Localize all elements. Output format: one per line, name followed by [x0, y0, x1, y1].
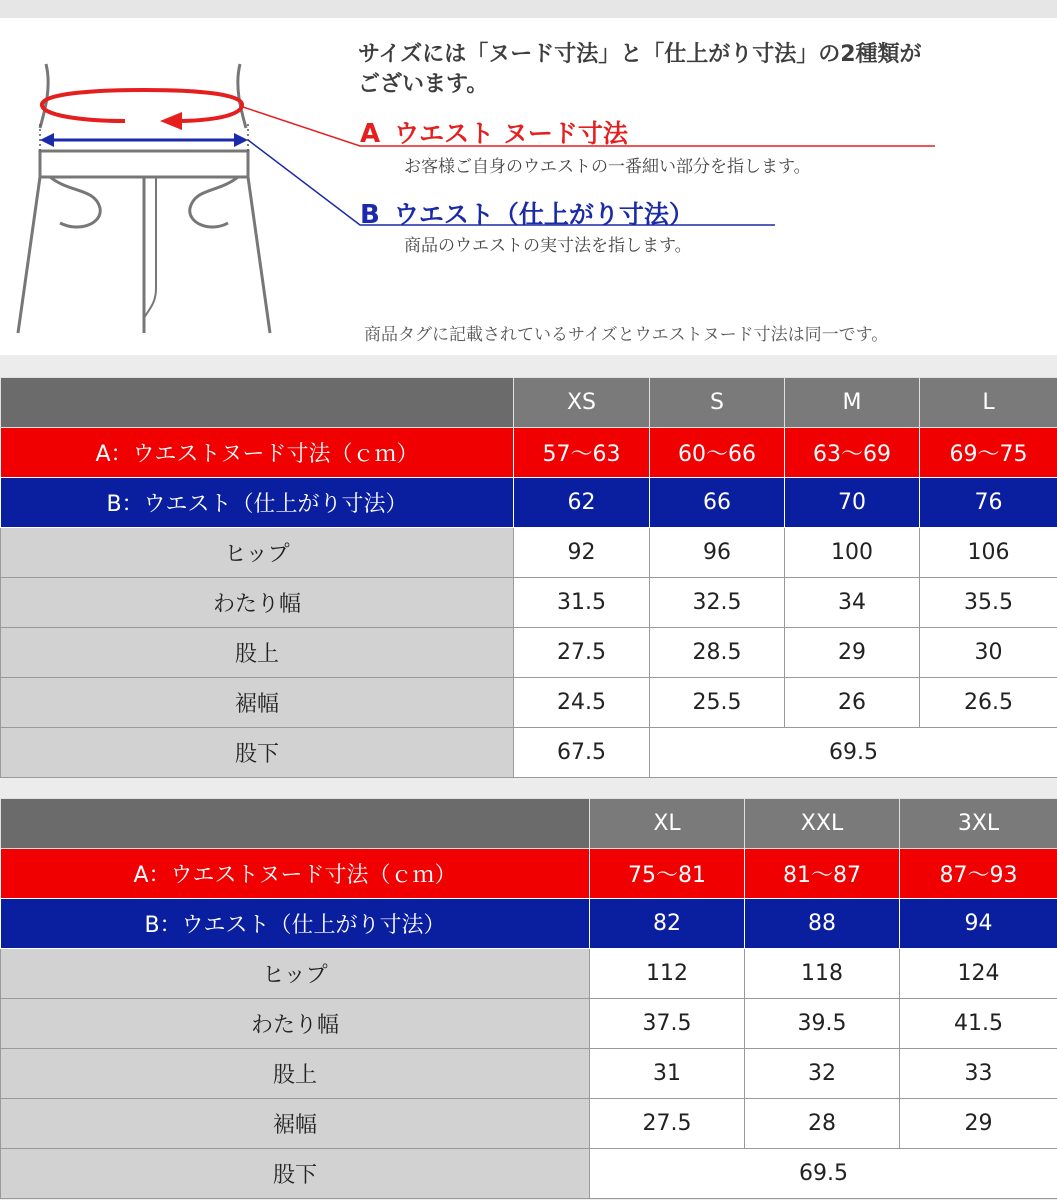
table-cell: 124	[900, 949, 1057, 999]
table-row	[1, 949, 1057, 999]
finished-waist-description: 商品のウエストの実寸法を指します。	[404, 236, 692, 256]
table-cell: 34	[785, 578, 920, 628]
table-cell: 27.5	[514, 628, 650, 678]
intro-line-2: ございます。	[358, 72, 489, 97]
top-strip	[0, 0, 1057, 18]
size-header-cell: XS	[514, 378, 650, 428]
table-cell: 24.5	[514, 678, 650, 728]
size-header-row	[1, 799, 1057, 849]
table-cell: 57〜63	[514, 428, 650, 478]
table-cell: 100	[785, 528, 920, 578]
finished-waist-title	[360, 195, 694, 231]
inseam-row	[1, 1149, 1057, 1199]
table-cell: 112	[590, 949, 745, 999]
table-cell: 67.5	[514, 728, 650, 778]
size-header-cell: 3XL	[900, 799, 1057, 849]
size-header-cell: M	[785, 378, 920, 428]
table-cell: 60〜66	[650, 428, 785, 478]
waist-arrow-icon	[42, 90, 242, 121]
label-a-text: ウエスト ヌード寸法	[394, 119, 628, 148]
row-label: 裾幅	[1, 1099, 590, 1149]
label-a-letter: A	[360, 119, 381, 149]
row-label: 股上	[1, 1049, 590, 1099]
table-cell: 76	[920, 478, 1057, 528]
inseam-row	[1, 728, 1057, 778]
table-cell: 31.5	[514, 578, 650, 628]
row-label: B：ウエスト（仕上がり寸法）	[1, 899, 590, 949]
table-cell: 118	[745, 949, 900, 999]
table-cell: 87〜93	[900, 849, 1057, 899]
table-cell: 41.5	[900, 999, 1057, 1049]
label-b-text: ウエスト（仕上がり寸法）	[393, 200, 694, 229]
table-cell: 63〜69	[785, 428, 920, 478]
table-cell: 26	[785, 678, 920, 728]
row-label: 股下	[1, 1149, 590, 1199]
table-cell: 32	[745, 1049, 900, 1099]
table-cell: 69〜75	[920, 428, 1057, 478]
nude-waist-description: お客様ご自身のウエストの一番細い部分を指します。	[404, 157, 811, 177]
size-diagram	[0, 18, 1057, 355]
table-row	[1, 1099, 1057, 1149]
header-corner	[1, 378, 514, 428]
table-cell: 28	[745, 1099, 900, 1149]
table-cell: 37.5	[590, 999, 745, 1049]
table-cell: 39.5	[745, 999, 900, 1049]
table-cell: 82	[590, 899, 745, 949]
table-cell: 106	[920, 528, 1057, 578]
size-header-cell: XXL	[745, 799, 900, 849]
intro-text	[358, 40, 1048, 100]
finished-waist-row	[1, 899, 1057, 949]
table-cell: 27.5	[590, 1099, 745, 1149]
size-header-row	[1, 378, 1057, 428]
nude-waist-title	[360, 114, 628, 150]
size-header-cell: S	[650, 378, 785, 428]
table-row	[1, 999, 1057, 1049]
size-table-small	[0, 377, 1057, 778]
table-cell: 69.5	[650, 728, 1057, 778]
row-label: B：ウエスト（仕上がり寸法）	[1, 478, 514, 528]
tag-note: 商品タグに記載されているサイズとウエストヌード寸法は同一です。	[364, 325, 889, 345]
row-label: ヒップ	[1, 528, 514, 578]
table-cell: 29	[785, 628, 920, 678]
finished-waist-row	[1, 478, 1057, 528]
row-label: A：ウエストヌード寸法（ｃｍ）	[1, 849, 590, 899]
table-row	[1, 678, 1057, 728]
table-cell: 35.5	[920, 578, 1057, 628]
table-cell: 66	[650, 478, 785, 528]
header-corner	[1, 799, 590, 849]
table-cell: 26.5	[920, 678, 1057, 728]
table-cell: 62	[514, 478, 650, 528]
spacer	[0, 778, 1057, 798]
table-cell: 88	[745, 899, 900, 949]
row-label: わたり幅	[1, 999, 590, 1049]
size-header-cell: XL	[590, 799, 745, 849]
size-header-cell: L	[920, 378, 1057, 428]
row-label: ヒップ	[1, 949, 590, 999]
label-b-letter: B	[360, 200, 380, 230]
table-cell: 25.5	[650, 678, 785, 728]
table-row	[1, 528, 1057, 578]
table-cell: 29	[900, 1099, 1057, 1149]
row-label: A：ウエストヌード寸法（ｃｍ）	[1, 428, 514, 478]
table-row	[1, 628, 1057, 678]
table-cell: 69.5	[590, 1149, 1057, 1199]
table-cell: 30	[920, 628, 1057, 678]
nude-waist-row	[1, 428, 1057, 478]
row-label: 股上	[1, 628, 514, 678]
table-cell: 31	[590, 1049, 745, 1099]
table-cell: 81〜87	[745, 849, 900, 899]
table-cell: 28.5	[650, 628, 785, 678]
row-label: 裾幅	[1, 678, 514, 728]
table-cell: 92	[514, 528, 650, 578]
spacer	[0, 355, 1057, 377]
table-row	[1, 1049, 1057, 1099]
table-cell: 94	[900, 899, 1057, 949]
table-row	[1, 578, 1057, 628]
row-label: わたり幅	[1, 578, 514, 628]
table-cell: 96	[650, 528, 785, 578]
row-label: 股下	[1, 728, 514, 778]
intro-line-1: サイズには「ヌード寸法」と「仕上がり寸法」の2種類が	[358, 42, 922, 67]
table-cell: 32.5	[650, 578, 785, 628]
table-cell: 70	[785, 478, 920, 528]
table-cell: 33	[900, 1049, 1057, 1099]
table-cell: 75〜81	[590, 849, 745, 899]
nude-waist-row	[1, 849, 1057, 899]
size-table-large	[0, 798, 1057, 1199]
